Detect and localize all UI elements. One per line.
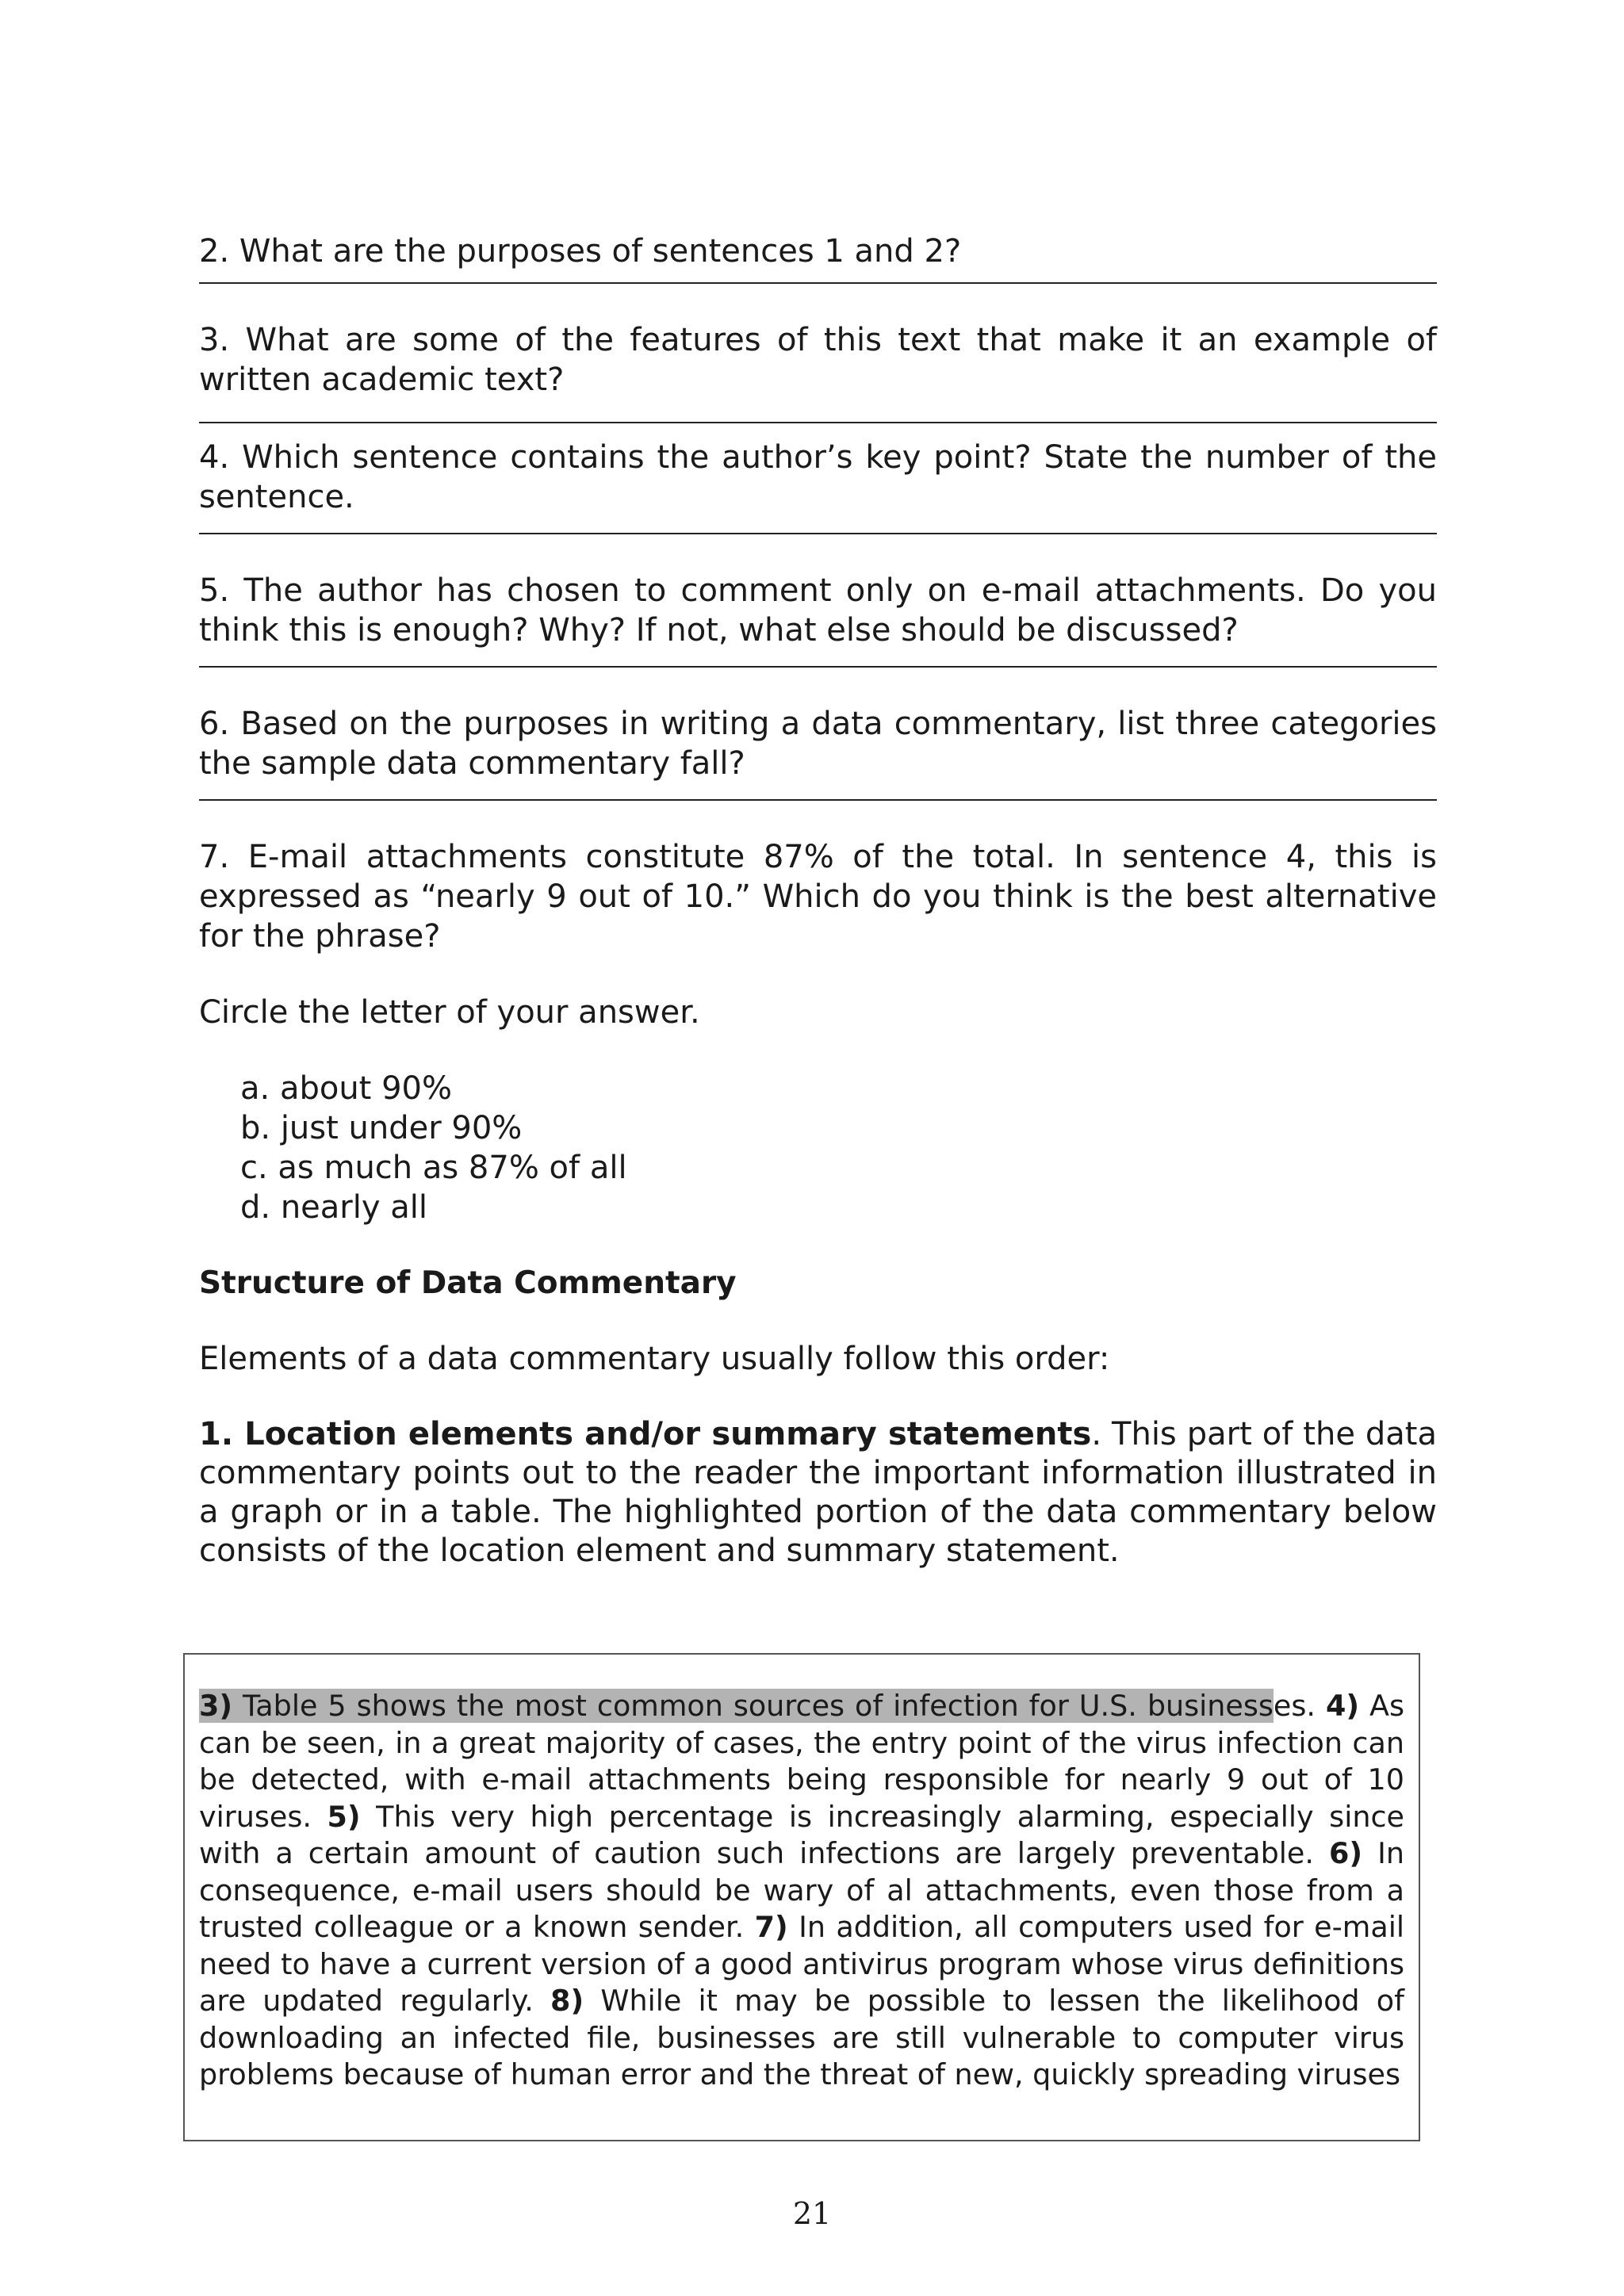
question-7 (199, 837, 1437, 956)
sample-commentary-box (183, 1653, 1420, 2141)
sentence-4-number: 4) (1325, 1689, 1360, 1723)
sentence-8-text: While it may be possible to lessen the likelihood of downloading an infected file, businesses are still vulnerable to computer virus problems because of human error and the threat of new, quickly spreading viruses (199, 1984, 1404, 2091)
question-3-text: 3. What are some of the features of this text that make it an example of written academic text? (199, 322, 1437, 398)
sample-commentary-text (199, 1688, 1404, 2094)
question-4 (199, 438, 1437, 517)
answer-line-6[interactable] (199, 799, 1437, 801)
sentence-6-number: 6) (1329, 1836, 1363, 1870)
option-a[interactable]: a. about 90% (240, 1070, 452, 1107)
answer-line-2[interactable] (199, 282, 1437, 284)
answer-line-3[interactable] (199, 422, 1437, 423)
sentence-3-rest: es. (1273, 1689, 1326, 1723)
intro-text: Elements of a data commentary usually follow this order: (199, 1341, 1110, 1377)
sentence-8-number: 8) (550, 1984, 584, 2018)
question-5 (199, 571, 1437, 650)
highlighted-location-statement (199, 1689, 1274, 1723)
question-6-text: 6. Based on the purposes in writing a data commentary, list three categories the sample data commentary fall? (199, 706, 1437, 782)
element-1-paragraph (199, 1415, 1437, 1571)
option-c[interactable]: c. as much as 87% of all (240, 1150, 627, 1186)
question-4-text: 4. Which sentence contains the author’s key point? State the number of the sentence. (199, 439, 1437, 515)
sentence-4-text: As can be seen, in a great majority of cases, the entry point of the virus infection can be detected, with e-mail attachments being responsible for nearly 9 out of 10 viruses. (199, 1689, 1404, 1834)
question-3 (199, 320, 1437, 400)
sentence-5-text: This very high percentage is increasingly alarming, especially since with a certain amount of caution such infections are largely preventable. (199, 1799, 1404, 1870)
answer-options (240, 1069, 1437, 1227)
question-2-text: 2. What are the purposes of sentences 1 and 2? (199, 233, 962, 270)
question-6 (199, 704, 1437, 783)
answer-line-4[interactable] (199, 533, 1437, 534)
section-heading: Structure of Data Commentary (199, 1265, 737, 1301)
sentence-7-text: In addition, all computers used for e-mail need to have a current version of a good antivirus program whose virus definitions are updated regularly. (199, 1910, 1405, 2018)
worksheet-page (199, 232, 1437, 1571)
option-b[interactable]: b. just under 90% (240, 1110, 523, 1146)
sentence-7-number: 7) (754, 1910, 788, 1944)
question-5-text: 5. The author has chosen to comment only on e-mail attachments. Do you think this is enough? Why? If not, what else should be discussed? (199, 572, 1437, 649)
sentence-3-number: 3) (199, 1689, 233, 1723)
option-d[interactable]: d. nearly all (240, 1189, 427, 1226)
element-1-text: . This part of the data commentary points out to the reader the important information illustrated in a graph or in a table. The highlighted portion of the data commentary below consists of the location element and summary statement. (199, 1416, 1437, 1569)
instruction-text: Circle the letter of your answer. (199, 994, 700, 1031)
sentence-5-number: 5) (327, 1799, 361, 1834)
question-7-text: 7. E-mail attachments constitute 87% of the total. In sentence 4, this is expressed as “nearly 9 out of 10.” Which do you think is the best alternative for the phrase? (199, 839, 1437, 955)
sentence-3-highlighted: Table 5 shows the most common sources of infection for U.S. business (232, 1689, 1274, 1723)
answer-line-5[interactable] (199, 666, 1437, 668)
page-number: 21 (792, 2196, 832, 2231)
instruction (199, 993, 1437, 1032)
question-2 (199, 232, 1437, 271)
element-1-label: 1. Location elements and/or summary statements (199, 1416, 1092, 1452)
sentence-6-text: In consequence, e-mail users should be wary of al attachments, even those from a trusted colleague or a known sender. (199, 1836, 1404, 1944)
